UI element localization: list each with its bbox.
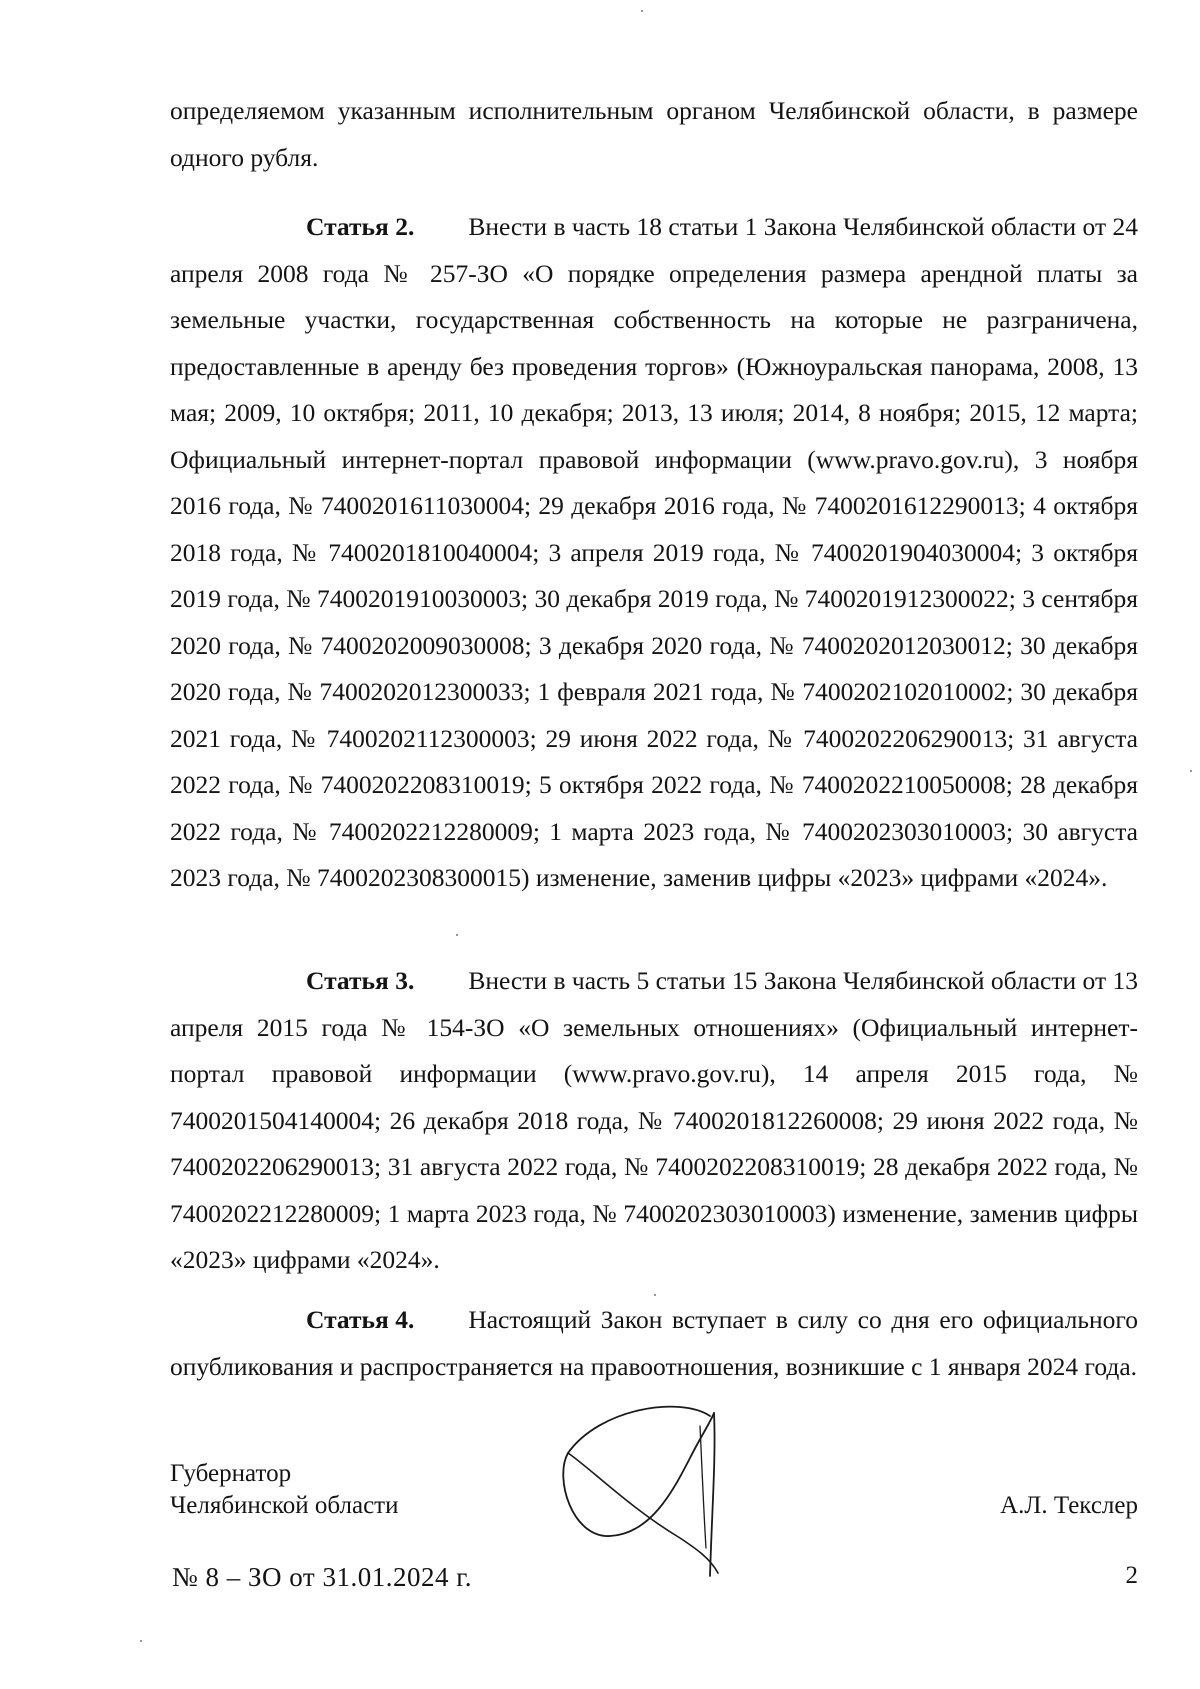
- scan-artifact: [1190, 770, 1192, 772]
- article-3-text: Внести в часть 5 статьи 15 Закона Челябинской области от 13 апреля 2015 года № 154-ЗО «О земельных отношениях» (Официальный интернет-портал правовой информации (www.pravo.gov.ru), 14 апреля 2015 года, № 7400201504140004; 26 декабря 2018 года, № 7400201812260008; 29 июня 2022 года, № 7400202206290013; 31 августа 2022 года, № 7400202208310019; 28 декабря 2022 года, № 7400202212280009; 1 марта 2023 года, № 7400202303010003) изменение, заменив цифры «2023» цифрами «2024».: [170, 966, 1138, 1274]
- scan-artifact: [456, 934, 458, 936]
- opening-paragraph: определяемом указанным исполнительным органом Челябинской области, в размере одного рубля.: [170, 96, 1138, 172]
- article-2-label: Статья 2.: [306, 212, 415, 241]
- scan-artifact: [140, 1640, 142, 1642]
- article-4: [170, 1297, 1138, 1390]
- article-4-label: Статья 4.: [306, 1305, 415, 1334]
- scan-artifact: [641, 10, 643, 12]
- signatory-position-line2: Челябинской области: [170, 1492, 399, 1519]
- article-3-label: Статья 3.: [306, 966, 415, 995]
- law-number: № 8 – ЗО от 31.01.2024 г.: [172, 1562, 473, 1592]
- article-4-text: Настоящий Закон вступает в силу со дня его официального опубликования и распространяется на правоотношения, возникшие с 1 января 2024 года.: [170, 1305, 1138, 1381]
- article-2-text: Внести в часть 18 статьи 1 Закона Челябинской области от 24 апреля 2008 года № 257-ЗО «О порядке определения размера арендной платы за земельные участки, государственная собственность на которые не разграничена, предоставленные в аренду без проведения торгов» (Южноуральская панорама, 2008, 13 мая; 2009, 10 октября; 2011, 10 декабря; 2013, 13 июля; 2014, 8 ноября; 2015, 12 марта; Официальный интернет-портал правовой информации (www.pravo.gov.ru), 3 ноября 2016 года, № 7400201611030004; 29 декабря 2016 года, № 7400201612290013; 4 октября 2018 года, № 7400201810040004; 3 апреля 2019 года, № 7400201904030004; 3 октября 2019 года, № 7400201910030003; 30 декабря 2019 года, № 7400201912300022; 3 сентября 2020 года, № 7400202009030008; 3 декабря 2020 года, № 7400202012030012; 30 декабря 2020 года, № 7400202012300033; 1 февраля 2021 года, № 7400202102010002; 30 декабря 2021 года, № 7400202112300003; 29 июня 2022 года, № 7400202206290013; 31 августа 2022 года, № 7400202208310019; 5 октября 2022 года, № 7400202210050008; 28 декабря 2022 года, № 7400202212280009; 1 марта 2023 года, № 7400202303010003; 30 августа 2023 года, № 7400202308300015) изменение, заменив цифры «2023» цифрами «2024».: [170, 212, 1138, 892]
- signatory-name: А.Л. Текслер: [1000, 1492, 1138, 1519]
- signatory-position-line1: Губернатор: [170, 1460, 292, 1487]
- handwritten-signature: [560, 1398, 750, 1578]
- article-3: [170, 958, 1138, 1284]
- scan-artifact: [654, 1294, 656, 1296]
- signatory-position: [170, 1458, 398, 1522]
- page-number: 2: [1125, 1562, 1138, 1589]
- article-2: [170, 204, 1138, 902]
